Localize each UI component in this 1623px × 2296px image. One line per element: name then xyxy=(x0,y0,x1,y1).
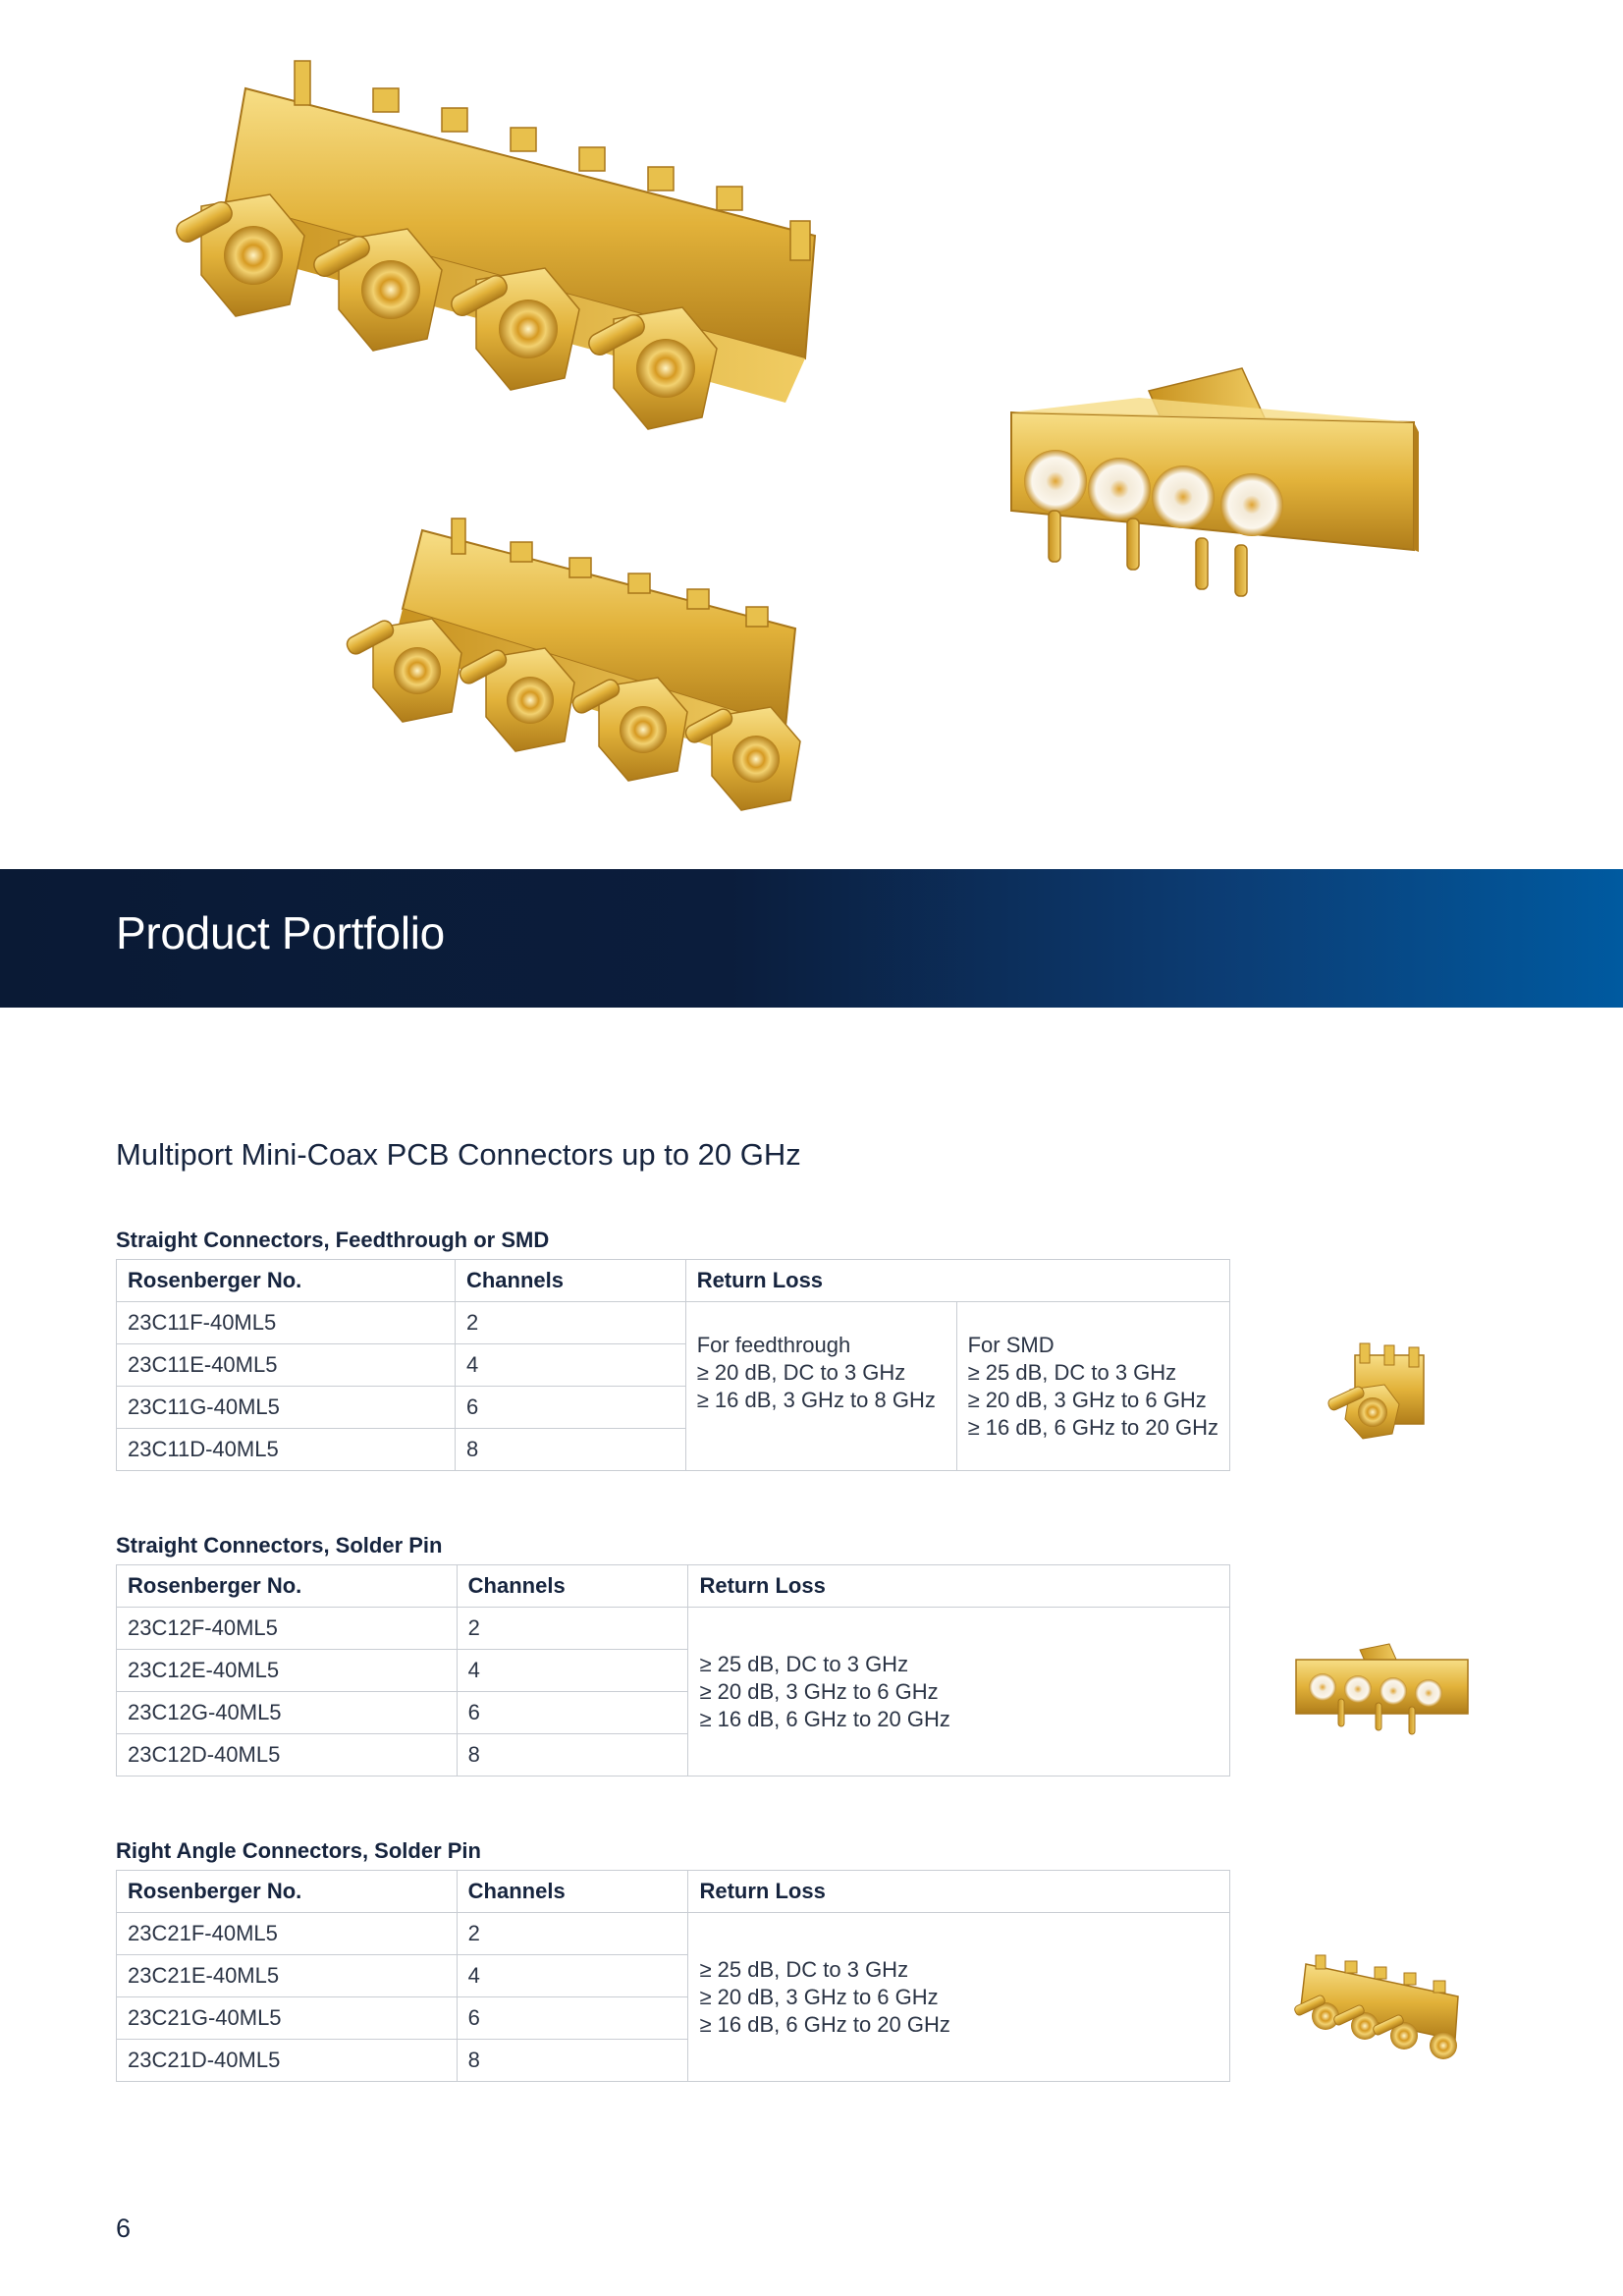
connector-right-angle-small xyxy=(345,519,800,810)
section-banner xyxy=(0,869,1623,1008)
channels: 8 xyxy=(457,2040,688,2082)
part-no: 23C11F-40ML5 xyxy=(117,1302,456,1344)
page-subtitle: Multiport Mini-Coax PCB Connectors up to 20 GHz xyxy=(116,1137,801,1172)
spec-table-straight-feedthrough-smd xyxy=(116,1259,1230,1471)
table-row xyxy=(117,1913,1230,1955)
page-number: 6 xyxy=(116,2214,132,2243)
part-no: 23C11G-40ML5 xyxy=(117,1387,456,1429)
channels: 4 xyxy=(457,1955,688,1997)
return-loss-line: ≥ 25 dB, DC to 3 GHz xyxy=(699,1956,909,1982)
connector-right-angle-large xyxy=(173,61,815,429)
part-no: 23C11D-40ML5 xyxy=(117,1429,456,1471)
spec-table-right-angle-solder-pin xyxy=(116,1870,1230,2082)
part-no: 23C12D-40ML5 xyxy=(117,1734,458,1777)
header-part-no: Rosenberger No. xyxy=(117,1565,458,1608)
channels: 2 xyxy=(457,1913,688,1955)
return-loss-line: ≥ 25 dB, DC to 3 GHz xyxy=(699,1651,909,1676)
thumbnail-straight-feedthrough-smd xyxy=(1316,1336,1443,1458)
channels: 4 xyxy=(455,1344,685,1387)
part-no: 23C12G-40ML5 xyxy=(117,1692,458,1734)
return-loss-line: ≥ 16 dB, 3 GHz to 8 GHz xyxy=(696,1387,936,1412)
return-loss xyxy=(688,1913,1230,2082)
return-loss-line: ≥ 20 dB, 3 GHz to 6 GHz xyxy=(699,1678,939,1704)
return-loss-line: For SMD xyxy=(967,1332,1055,1357)
channels: 6 xyxy=(457,1692,688,1734)
part-no: 23C21G-40ML5 xyxy=(117,1997,458,2040)
spec-table-straight-solder-pin xyxy=(116,1564,1230,1777)
header-return-loss: Return Loss xyxy=(688,1871,1230,1913)
return-loss xyxy=(688,1608,1230,1777)
part-no: 23C11E-40ML5 xyxy=(117,1344,456,1387)
part-no: 23C21E-40ML5 xyxy=(117,1955,458,1997)
return-loss-line: ≥ 20 dB, 3 GHz to 6 GHz xyxy=(967,1387,1207,1412)
section-title-right-angle-solder-pin: Right Angle Connectors, Solder Pin xyxy=(116,1838,481,1863)
channels: 6 xyxy=(457,1997,688,2040)
section-title-straight-solder-pin: Straight Connectors, Solder Pin xyxy=(116,1533,443,1558)
table-header-row xyxy=(117,1565,1230,1608)
part-no: 23C12F-40ML5 xyxy=(117,1608,458,1650)
header-part-no: Rosenberger No. xyxy=(117,1260,456,1302)
return-loss-line: ≥ 16 dB, 6 GHz to 20 GHz xyxy=(967,1414,1218,1440)
return-loss-line: ≥ 16 dB, 6 GHz to 20 GHz xyxy=(699,1706,950,1731)
header-channels: Channels xyxy=(457,1871,688,1913)
header-part-no: Rosenberger No. xyxy=(117,1871,458,1913)
table-header-row xyxy=(117,1871,1230,1913)
return-loss-line: ≥ 25 dB, DC to 3 GHz xyxy=(967,1359,1177,1385)
header-channels: Channels xyxy=(455,1260,685,1302)
channels: 2 xyxy=(457,1608,688,1650)
thumbnail-straight-solder-pin xyxy=(1281,1630,1478,1753)
header-return-loss: Return Loss xyxy=(688,1565,1230,1608)
banner-title: Product Portfolio xyxy=(116,907,445,958)
return-loss-smd xyxy=(956,1302,1229,1471)
channels: 6 xyxy=(455,1387,685,1429)
channels: 8 xyxy=(455,1429,685,1471)
header-channels: Channels xyxy=(457,1565,688,1608)
return-loss-line: For feedthrough xyxy=(696,1332,851,1357)
channels: 4 xyxy=(457,1650,688,1692)
hero-product-photo xyxy=(0,0,1623,869)
part-no: 23C21F-40ML5 xyxy=(117,1913,458,1955)
part-no: 23C21D-40ML5 xyxy=(117,2040,458,2082)
return-loss-line: ≥ 20 dB, DC to 3 GHz xyxy=(696,1359,906,1385)
return-loss-line: ≥ 16 dB, 6 GHz to 20 GHz xyxy=(699,2011,950,2037)
table-row xyxy=(117,1608,1230,1650)
channels: 2 xyxy=(455,1302,685,1344)
table-header-row xyxy=(117,1260,1230,1302)
connector-straight-solder-pin xyxy=(1011,368,1419,596)
channels: 8 xyxy=(457,1734,688,1777)
part-no: 23C12E-40ML5 xyxy=(117,1650,458,1692)
table-row xyxy=(117,1302,1230,1344)
thumbnail-right-angle-solder-pin xyxy=(1276,1949,1473,2072)
return-loss-feedthrough xyxy=(685,1302,956,1471)
header-return-loss: Return Loss xyxy=(685,1260,1229,1302)
return-loss-line: ≥ 20 dB, 3 GHz to 6 GHz xyxy=(699,1984,939,2009)
section-title-straight-feedthrough-smd: Straight Connectors, Feedthrough or SMD xyxy=(116,1228,550,1252)
